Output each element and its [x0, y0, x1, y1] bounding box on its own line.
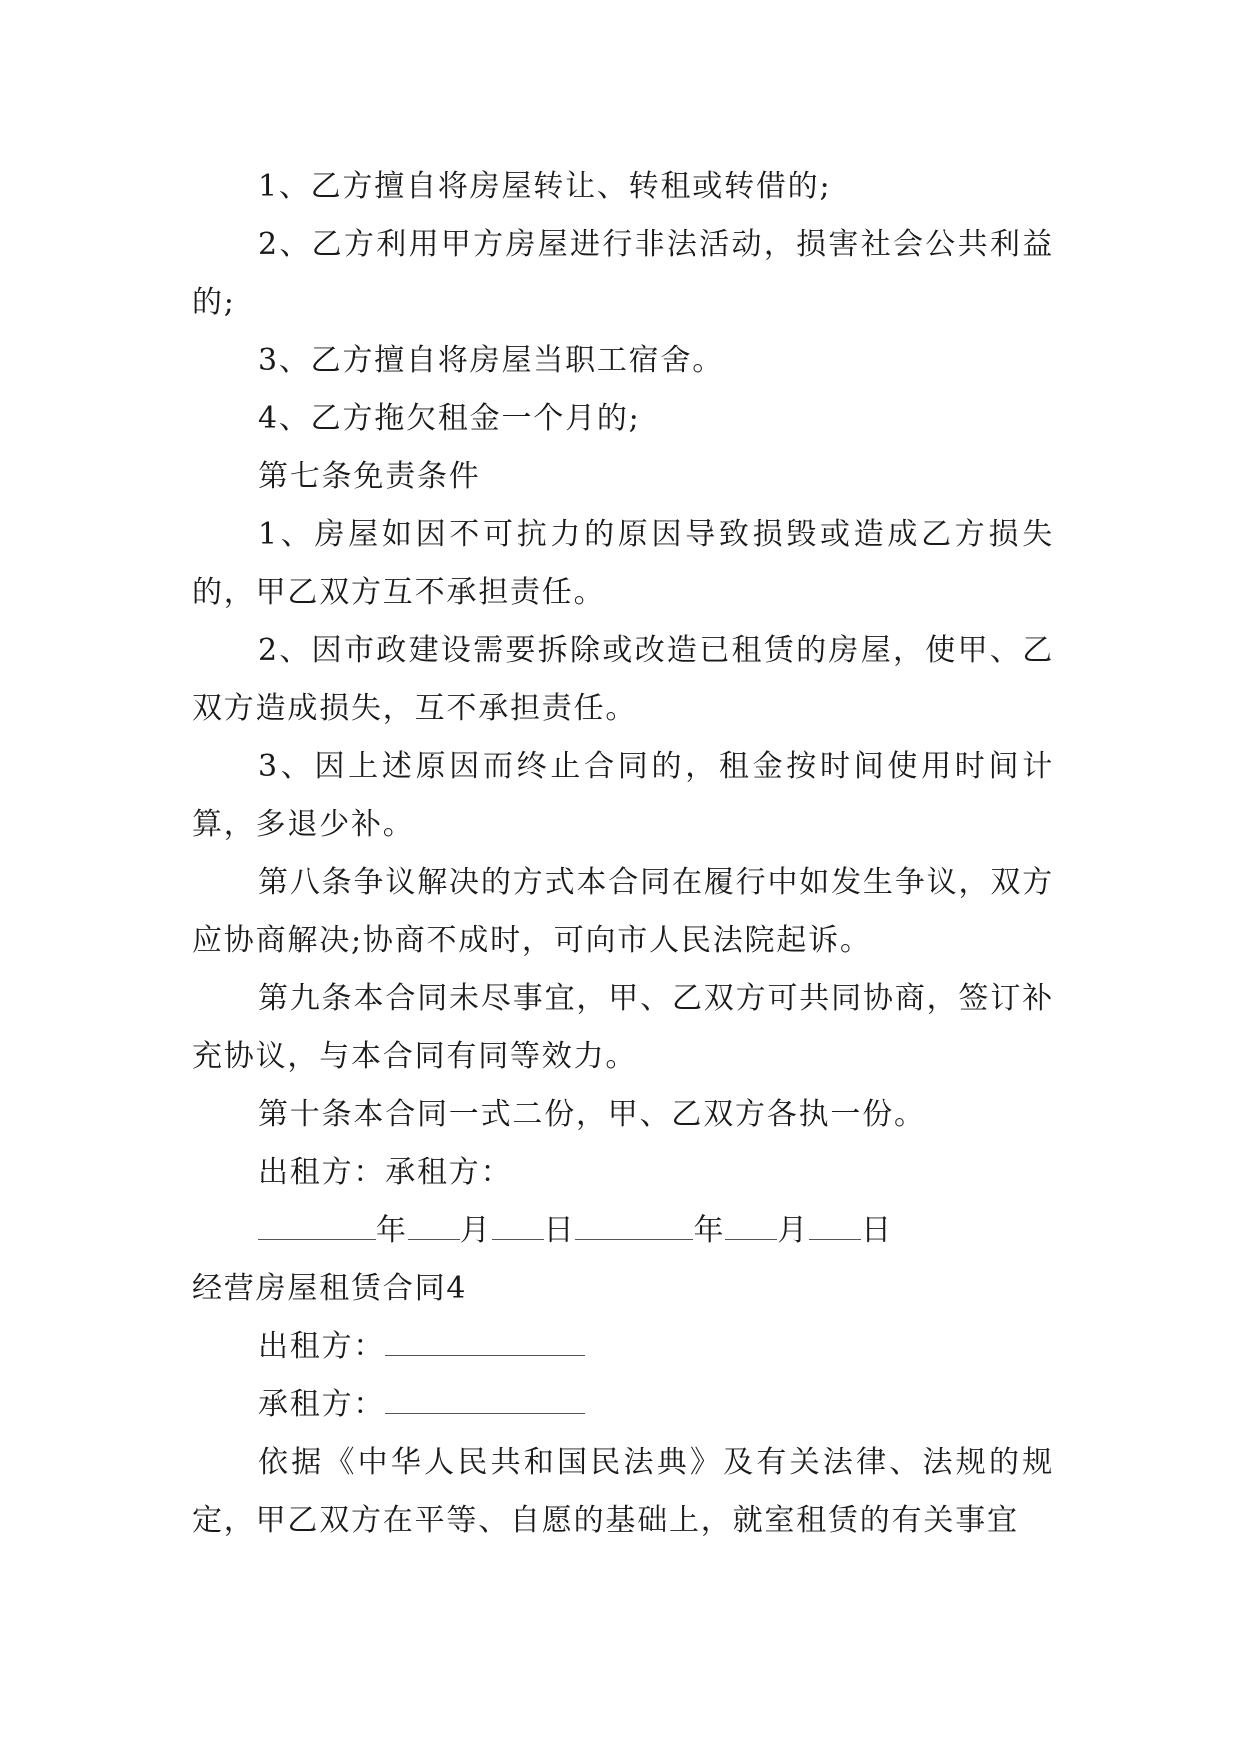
section-title: 经营房屋租赁合同4 [192, 1271, 468, 1306]
day-blank-2 [809, 1209, 861, 1240]
article-7-item-1: 1、房屋如因不可抗力的原因导致损毁或造成乙方损失的，甲乙双方互不承担责任。 [192, 517, 1054, 610]
day-label-1: 日 [543, 1213, 576, 1248]
clause-3: 3、乙方擅自将房屋当职工宿舍。 [258, 343, 725, 378]
year-blank-1 [258, 1209, 376, 1240]
year-label-1: 年 [376, 1213, 408, 1248]
lessee-line [192, 1376, 1054, 1434]
article-10: 第十条本合同一式二份，甲、乙双方各执一份。 [258, 1097, 926, 1132]
article-7-item-2: 2、因市政建设需要拆除或改造已租赁的房屋，使甲、乙双方造成损失，互不承担责任。 [192, 633, 1054, 726]
year-label-2: 年 [693, 1213, 726, 1248]
document-body [192, 158, 1054, 1550]
lessor-label: 出租方： [258, 1329, 386, 1364]
day-blank-1 [492, 1209, 544, 1240]
month-blank-2 [725, 1209, 777, 1240]
day-label-2: 日 [861, 1213, 893, 1248]
lessor-blank [385, 1325, 585, 1356]
article-7-item-3: 3、因上述原因而终止合同的，租金按时间使用时间计算，多退少补。 [192, 749, 1054, 842]
lessee-blank [385, 1383, 585, 1414]
closing-paragraph: 依据《中华人民共和国民法典》及有关法律、法规的规定，甲乙双方在平等、自愿的基础上，就室租赁的有关事宜 [192, 1445, 1054, 1538]
article-9: 第九条本合同未尽事宜，甲、乙双方可共同协商，签订补充协议，与本合同有同等效力。 [192, 981, 1054, 1074]
lessee-label: 承租方： [258, 1387, 386, 1422]
lessor-line [192, 1318, 1054, 1376]
article-7-heading: 第七条免责条件 [258, 459, 481, 494]
signature-parties-line: 出租方：承租方： [258, 1155, 513, 1190]
date-line [192, 1202, 1054, 1260]
article-8: 第八条争议解决的方式本合同在履行中如发生争议，双方应协商解决;协商不成时，可向市人民法院起诉。 [192, 865, 1054, 958]
clause-4: 4、乙方拖欠租金一个月的; [258, 401, 641, 436]
month-label-2: 月 [777, 1213, 810, 1248]
month-blank-1 [408, 1209, 460, 1240]
month-label-1: 月 [459, 1213, 492, 1248]
year-blank-2 [575, 1209, 693, 1240]
clause-1: 1、乙方擅自将房屋转让、转租或转借的; [258, 169, 832, 204]
clause-2: 2、乙方利用甲方房屋进行非法活动，损害社会公共利益的; [192, 227, 1054, 320]
